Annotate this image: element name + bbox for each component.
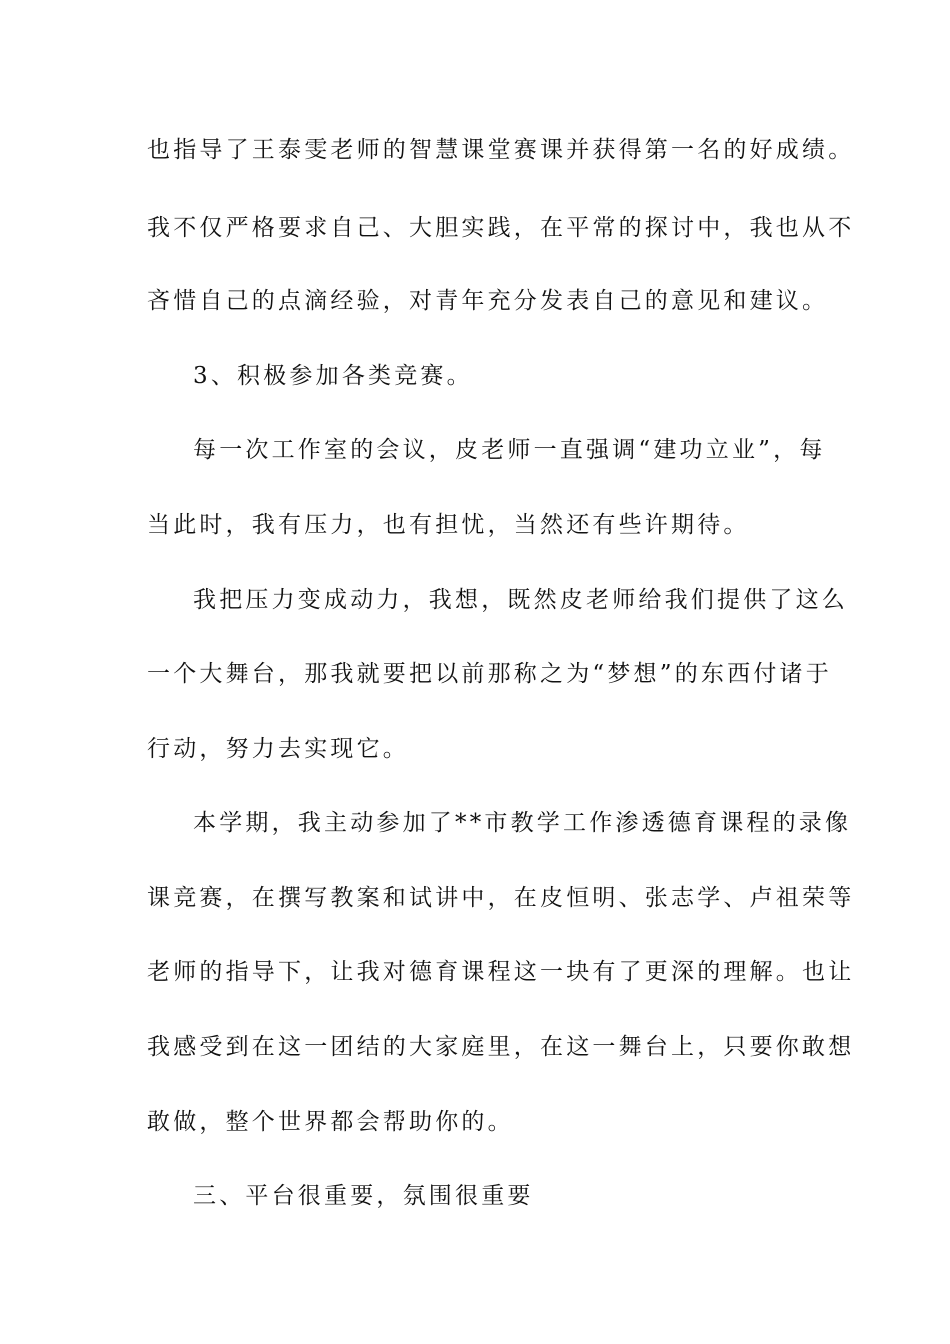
text-line: 每一次工作室的会议，皮老师一直强调“建功立业”，每 <box>193 437 826 463</box>
text-line: 我感受到在这一团结的大家庭里，在这一舞台上，只要你敢想 <box>147 1034 855 1060</box>
text-line: 课竞赛，在撰写教案和试讲中，在皮恒明、张志学、卢祖荣等 <box>147 885 855 911</box>
text-line: 我不仅严格要求自己、大胆实践，在平常的探讨中，我也从不 <box>147 215 855 241</box>
text-line: 当此时，我有压力，也有担忧，当然还有些许期待。 <box>147 512 750 538</box>
text-line: 我把压力变成动力，我想，既然皮老师给我们提供了这么 <box>193 587 848 613</box>
text-line: 一个大舞台，那我就要把以前那称之为“梦想”的东西付诸于 <box>147 661 832 687</box>
text-line: 行动，努力去实现它。 <box>147 736 409 762</box>
text-line: 老师的指导下，让我对德育课程这一块有了更深的理解。也让 <box>147 959 855 985</box>
section-heading: 3、积极参加各类竞赛。 <box>193 363 473 389</box>
text-line: 本学期，我主动参加了**市教学工作渗透德育课程的录像 <box>193 810 852 836</box>
text-line: 敢做，整个世界都会帮助你的。 <box>147 1109 514 1135</box>
text-line: 吝惜自己的点滴经验，对青年充分发表自己的意见和建议。 <box>147 288 829 314</box>
section-heading: 三、平台很重要，氛围很重要 <box>193 1183 534 1209</box>
text-line: 也指导了王泰雯老师的智慧课堂赛课并获得第一名的好成绩。 <box>147 137 855 163</box>
